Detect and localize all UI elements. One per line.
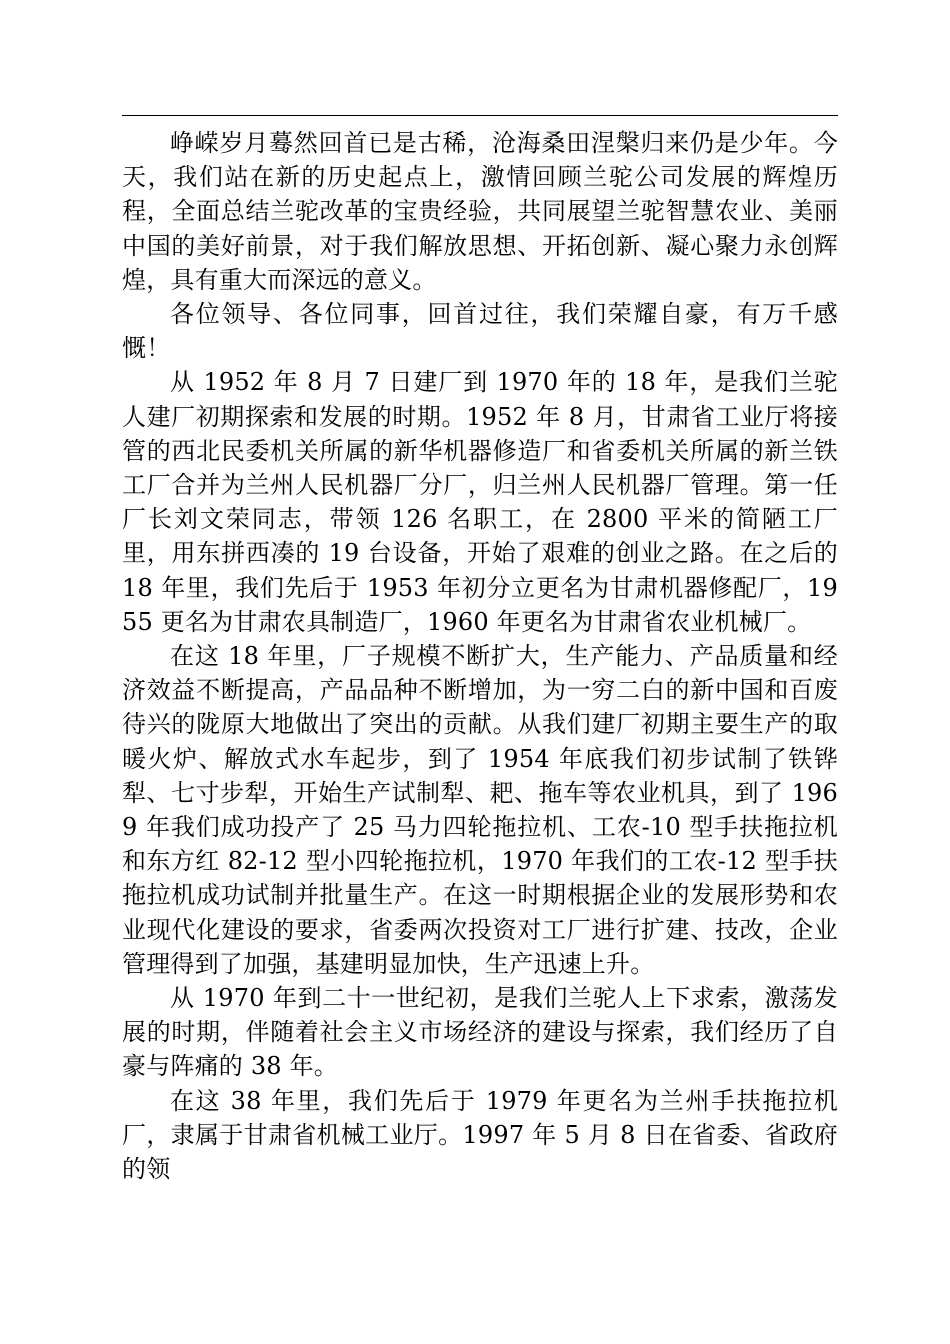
paragraph-founding-period: 从 1952 年 8 月 7 日建厂到 1970 年的 18 年，是我们兰驼人建厂初期探索和发展的时期。1952 年 8 月，甘肃省工业厅将接管的西北民委机关所属的新华机器修造厂和省委机关所属的新兰铁工厂合并为兰州人民机器厂分厂，归兰州人民机器厂管理。第一任厂长刘文荣同志，带领 126 名职工，在 2800 平米的简陋工厂里，用东拼西凑的 19 台设备，开始了艰难的创业之路。在之后的 18 年里，我们先后于 1953 年初分立更名为甘肃机器修配厂，1955 更名为甘肃农具制造厂，1960 年更名为甘肃省农业机械厂。 <box>122 368 838 636</box>
paragraph-exploration-period: 从 1970 年到二十一世纪初，是我们兰驼人上下求索，激荡发展的时期，伴随着社会主义市场经济的建设与探索，我们经历了自豪与阵痛的 38 年。 <box>122 984 838 1081</box>
paragraph-growth: 在这 18 年里，厂子规模不断扩大，生产能力、产品质量和经济效益不断提高，产品品种不断增加，为一穷二白的新中国和百废待兴的陇原大地做出了突出的贡献。从我们建厂初期主要生产的取暖火炉、解放式水车起步，到了 1954 年底我们初步试制了铁铧犁、七寸步犁，开始生产试制犁、耙、拖车等农业机具，到了 1969 年我们成功投产了 25 马力四轮拖拉机、工农-10 型手扶拖拉机和东方红 82-12 型小四轮拖拉机，1970 年我们的工农-12 型手扶拖拉机成功试制并批量生产。在这一时期根据企业的发展形势和农业现代化建设的要求，省委两次投资对工厂进行扩建、技改，企业管理得到了加强，基建明显加快，生产迅速上升。 <box>122 642 838 978</box>
paragraph-intro: 峥嵘岁月蓦然回首已是古稀，沧海桑田涅槃归来仍是少年。今天，我们站在新的历史起点上，激情回顾兰驼公司发展的辉煌历程，全面总结兰驼改革的宝贵经验，共同展望兰驼智慧农业、美丽中国的美好前景，对于我们解放思想、开拓创新、凝心聚力永创辉煌，具有重大而深远的意义。 <box>122 129 838 294</box>
paragraph-greeting: 各位领导、各位同事，回首过往，我们荣耀自豪，有万千感慨！ <box>122 300 838 363</box>
document-body <box>122 126 838 1186</box>
header-rule <box>122 115 838 116</box>
paragraph-renaming: 在这 38 年里，我们先后于 1979 年更名为兰州手扶拖拉机厂，隶属于甘肃省机械工业厅。1997 年 5 月 8 日在省委、省政府的领 <box>122 1086 838 1184</box>
